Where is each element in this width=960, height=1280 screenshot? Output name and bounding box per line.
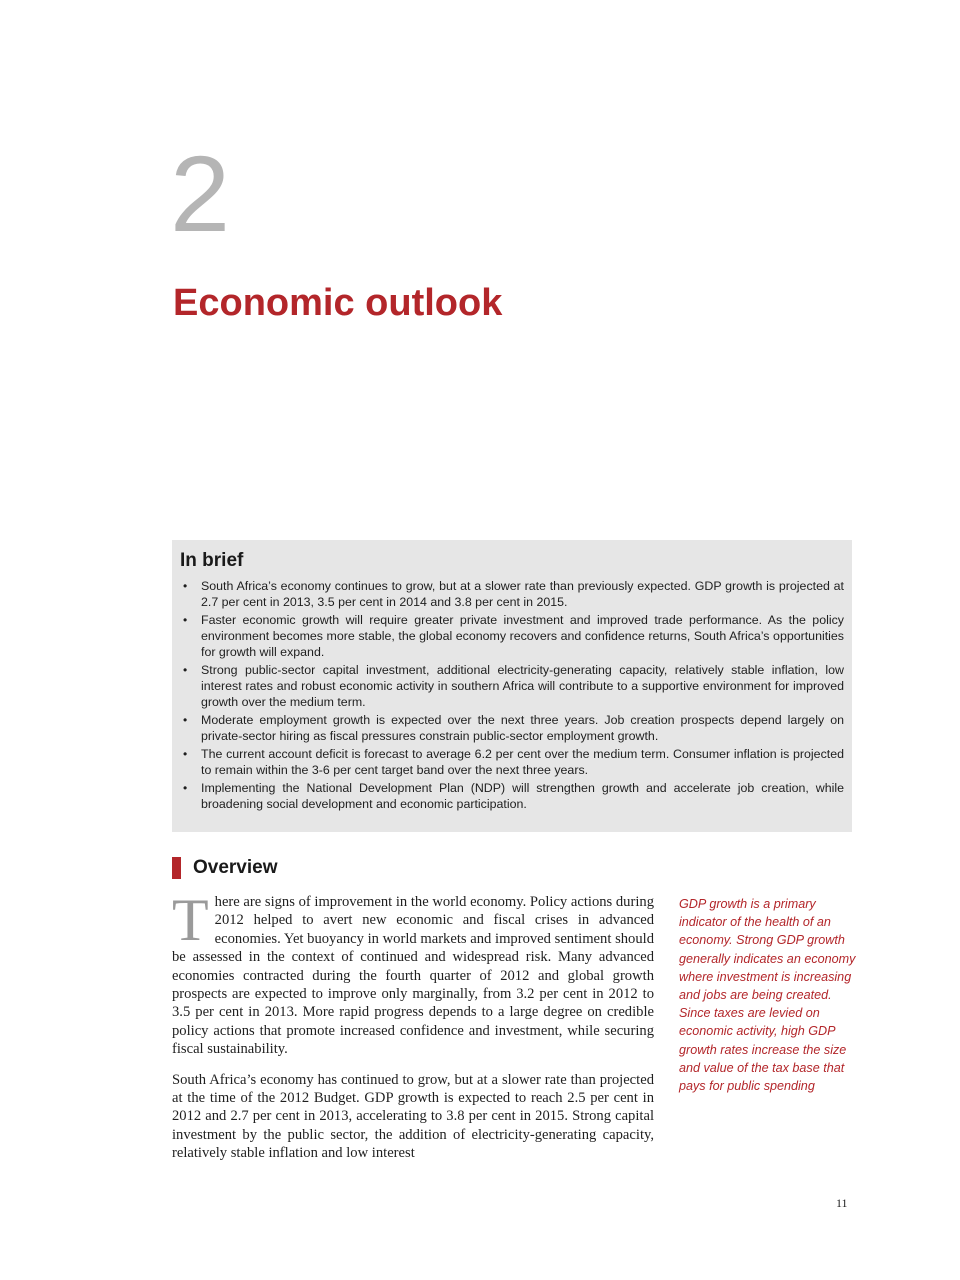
bullet-icon: • xyxy=(183,713,188,727)
margin-note: GDP growth is a primary indicator of the health of an economy. Strong GDP growth generally indicates an economy where investment is increasing and jobs are being created. Since taxes are levied on economic activity, high GDP growth rates increase the size and value of the tax base that pays for public spending xyxy=(679,897,856,1094)
bullet-icon: • xyxy=(183,613,188,627)
list-item xyxy=(180,612,844,660)
list-item xyxy=(180,712,844,744)
bullet-icon: • xyxy=(183,747,188,761)
bullet-icon: • xyxy=(183,579,188,593)
paragraph-1 xyxy=(172,887,654,1059)
drop-cap: T xyxy=(172,887,209,953)
bullet-icon: • xyxy=(183,663,188,677)
list-item xyxy=(180,662,844,710)
list-item xyxy=(180,746,844,778)
list-item xyxy=(180,780,844,812)
bullet-icon: • xyxy=(183,781,188,795)
page-number: 11 xyxy=(836,1196,848,1210)
body-column xyxy=(172,887,654,1175)
list-item-text: The current account deficit is forecast to average 6.2 per cent over the medium term. Consumer inflation is projected to remain within the 3-6 per cent target band over the next three years. xyxy=(201,747,844,777)
list-item-text: South Africa’s economy continues to grow, but at a slower rate than previously expected. GDP growth is projected at 2.7 per cent in 2013, 3.5 per cent in 2014 and 3.8 per cent in 2015. xyxy=(201,579,844,609)
overview-title: Overview xyxy=(193,857,278,878)
chapter-title: Economic outlook xyxy=(173,282,503,324)
section-marker-bar xyxy=(172,857,181,879)
paragraph-1-text: here are signs of improvement in the world economy. Policy actions during 2012 helped to avert new economic and fiscal crises in advanced economies. Yet buoyancy in world markets and improved sentiment should be assessed in the context of continued and widespread risk. Many advanced economies contracted during the fourth quarter of 2012 and global growth prospects are expected to improve only marginally, from 3.2 per cent in 2012 to 3.5 per cent in 2013. More rapid progress depends to a large degree on credible policy actions that promote increased confidence and investment, while securing fiscal sustainability. xyxy=(172,894,654,1058)
in-brief-list xyxy=(180,578,844,812)
list-item xyxy=(180,578,844,610)
list-item-text: Strong public-sector capital investment, additional electricity-generating capacity, relatively stable inflation, low interest rates and robust economic activity in southern Africa will contribute to a supportive environment for improved growth over the medium term. xyxy=(201,663,844,709)
in-brief-heading: In brief xyxy=(180,550,244,571)
paragraph-2: South Africa’s economy has continued to grow, but at a slower rate than projected at the time of the 2012 Budget. GDP growth is expected to reach 2.5 per cent in 2012 and 2.7 per cent in 2013, accelerating to 3.8 per cent in 2015. Strong capital investment by the public sector, the addition of electricity-generating capacity, relatively stable inflation and low interest xyxy=(172,1071,654,1162)
chapter-number: 2 xyxy=(170,133,231,254)
list-item-text: Faster economic growth will require greater private investment and improved trade performance. As the policy environment becomes more stable, the global economy recovers and confidence returns, South Africa’s opportunities for growth will expand. xyxy=(201,613,844,659)
list-item-text: Moderate employment growth is expected over the next three years. Job creation prospects depend largely on private-sector hiring as fiscal pressures constrain public-sector employment growth. xyxy=(201,713,844,743)
in-brief-box xyxy=(172,540,852,832)
overview-heading xyxy=(172,857,278,879)
list-item-text: Implementing the National Development Plan (NDP) will strengthen growth and accelerate job creation, while broadening social development and economic participation. xyxy=(201,781,844,811)
